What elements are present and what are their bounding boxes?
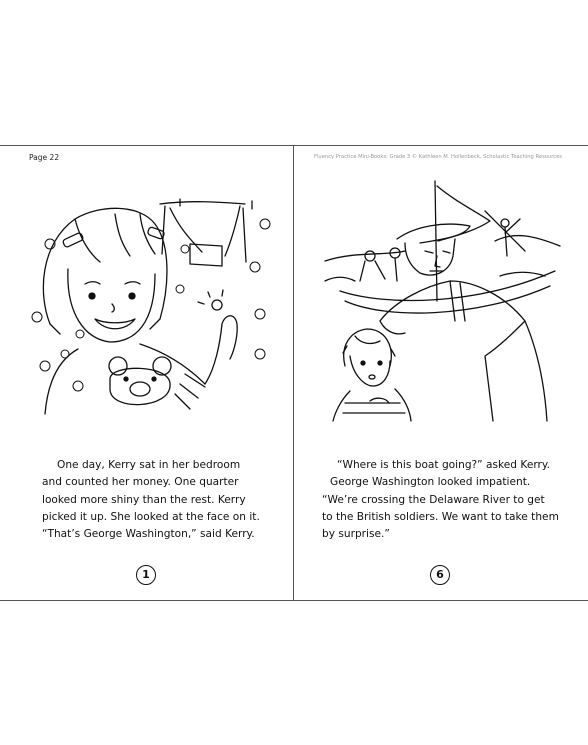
story-line: by surprise.” bbox=[322, 528, 390, 541]
right-page-text bbox=[322, 457, 572, 543]
story-line: “That’s George Washington,” said Kerry. bbox=[42, 528, 255, 541]
mini-book-sheet bbox=[0, 145, 588, 601]
washington-boat-illustration bbox=[325, 181, 565, 421]
story-line: “We’re crossing the Delaware River to get bbox=[322, 493, 545, 506]
kerry-bedroom-illustration bbox=[30, 184, 280, 414]
story-line: looked more shiny than the rest. Kerry bbox=[42, 493, 246, 506]
page-number-left: 1 bbox=[136, 565, 156, 585]
credit-line: Fluency Practice Mini-Books: Grade 3 © Kathleen M. Hollenbeck, Scholastic Teaching Resources bbox=[313, 154, 562, 160]
story-line: picked it up. She looked at the face on it. bbox=[42, 510, 260, 523]
page-label: Page 22 bbox=[29, 153, 60, 162]
fold-line bbox=[293, 146, 294, 600]
story-line: “Where is this boat going?” asked Kerry. bbox=[337, 459, 550, 471]
left-page-text bbox=[42, 457, 282, 543]
story-line: One day, Kerry sat in her bedroom bbox=[57, 459, 241, 471]
story-line: and counted her money. One quarter bbox=[42, 476, 239, 489]
story-line: to the British soldiers. We want to take them bbox=[322, 510, 559, 523]
page-number-right: 6 bbox=[430, 565, 450, 585]
story-line: George Washington looked impatient. bbox=[330, 476, 531, 489]
